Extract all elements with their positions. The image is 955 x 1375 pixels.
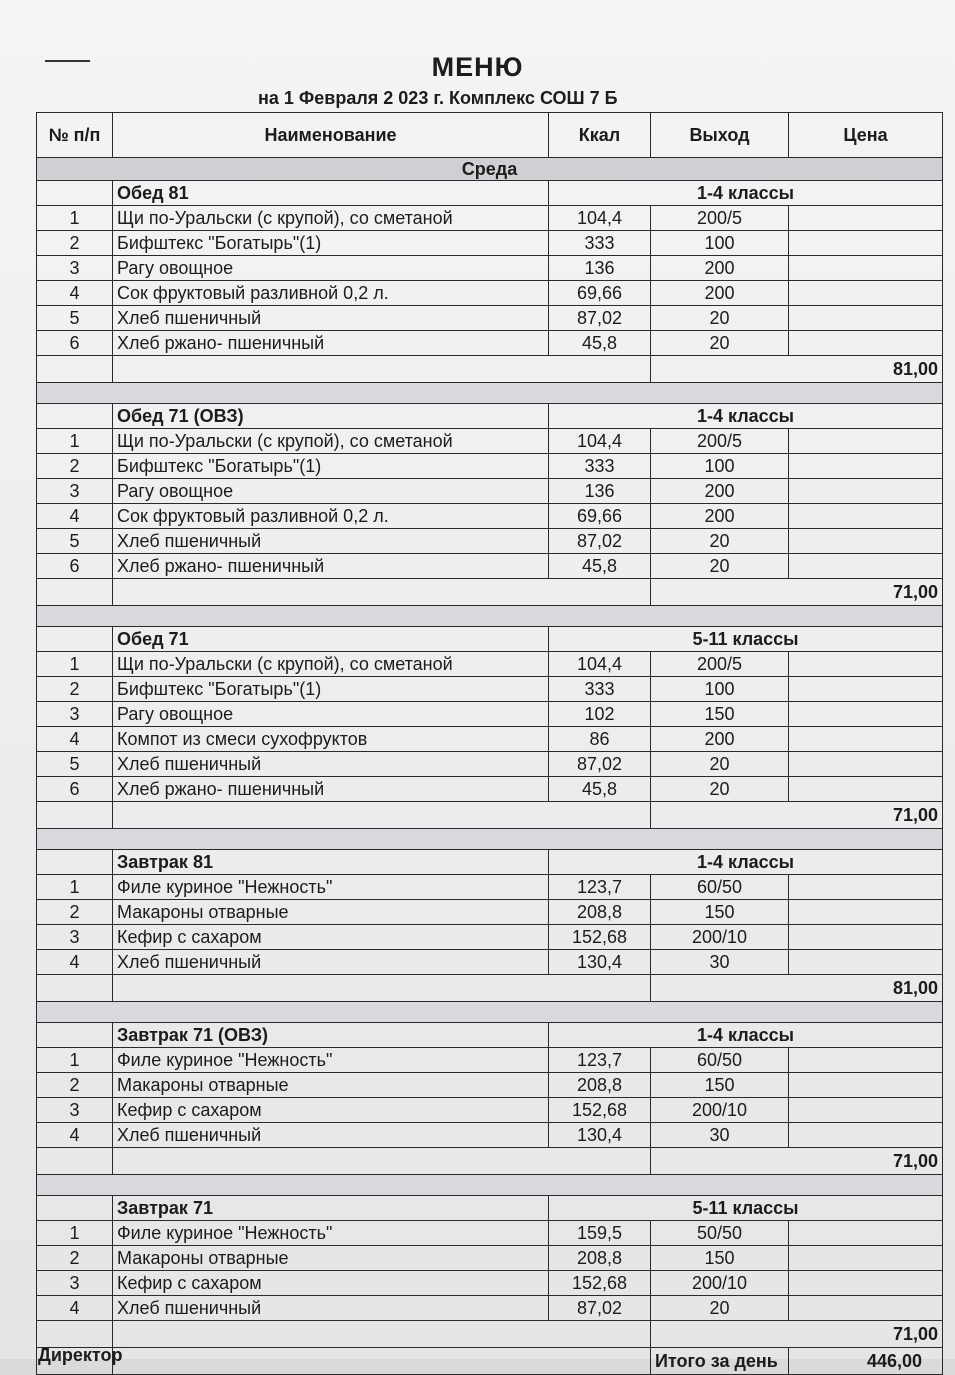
section-header-row <box>37 1023 943 1048</box>
table-row <box>37 256 943 281</box>
section-header-row <box>37 181 943 206</box>
item-kcal: 130,4 <box>549 950 651 975</box>
item-kcal: 123,7 <box>549 1048 651 1073</box>
document-subtitle: на 1 Февраля 2 023 г. Комплекс СОШ 7 Б <box>258 88 618 108</box>
table-row <box>37 306 943 331</box>
item-number: 2 <box>37 231 113 256</box>
table-row <box>37 206 943 231</box>
total-blank-cell <box>113 802 651 829</box>
item-name: Макароны отварные <box>113 900 549 925</box>
table-row <box>37 752 943 777</box>
item-price <box>789 950 943 975</box>
item-number: 4 <box>37 950 113 975</box>
section-total-row <box>37 802 943 829</box>
item-output: 200/5 <box>651 429 789 454</box>
section-total-row <box>37 975 943 1002</box>
section-classes: 5-11 классы <box>549 1196 943 1221</box>
section-total-price: 81,00 <box>651 356 943 383</box>
item-name: Сок фруктовый разливной 0,2 л. <box>113 504 549 529</box>
item-name: Хлеб пшеничный <box>113 752 549 777</box>
section-classes: 5-11 классы <box>549 627 943 652</box>
section-number-cell <box>37 1196 113 1221</box>
item-number: 4 <box>37 281 113 306</box>
item-kcal: 45,8 <box>549 331 651 356</box>
item-name: Хлеб пшеничный <box>113 1123 549 1148</box>
section-number-cell <box>37 850 113 875</box>
item-number: 1 <box>37 429 113 454</box>
table-row <box>37 777 943 802</box>
item-name: Филе куриное "Нежность" <box>113 875 549 900</box>
section-name: Обед 71 (ОВЗ) <box>113 404 549 429</box>
table-row <box>37 429 943 454</box>
item-number: 1 <box>37 1048 113 1073</box>
item-price <box>789 281 943 306</box>
item-kcal: 104,4 <box>549 206 651 231</box>
item-kcal: 86 <box>549 727 651 752</box>
item-name: Хлеб ржано- пшеничный <box>113 331 549 356</box>
item-price <box>789 231 943 256</box>
item-price <box>789 1271 943 1296</box>
item-name: Хлеб пшеничный <box>113 950 549 975</box>
item-number: 3 <box>37 925 113 950</box>
item-output: 20 <box>651 554 789 579</box>
section-total-price: 71,00 <box>651 1148 943 1175</box>
item-output: 20 <box>651 1296 789 1321</box>
item-price <box>789 206 943 231</box>
table-row <box>37 529 943 554</box>
table-row <box>37 1221 943 1246</box>
table-row <box>37 1246 943 1271</box>
item-name: Хлеб ржано- пшеничный <box>113 777 549 802</box>
header-name: Наименование <box>113 113 549 158</box>
day-label: Среда <box>37 158 943 181</box>
table-row <box>37 454 943 479</box>
item-output: 20 <box>651 529 789 554</box>
item-price <box>789 900 943 925</box>
section-total-row <box>37 356 943 383</box>
item-kcal: 104,4 <box>549 429 651 454</box>
item-output: 200 <box>651 479 789 504</box>
item-price <box>789 504 943 529</box>
item-kcal: 333 <box>549 231 651 256</box>
item-name: Хлеб пшеничный <box>113 306 549 331</box>
section-classes: 1-4 классы <box>549 181 943 206</box>
table-row <box>37 281 943 306</box>
item-number: 3 <box>37 1098 113 1123</box>
section-number-cell <box>37 181 113 206</box>
item-output: 150 <box>651 1246 789 1271</box>
item-name: Кефир с сахаром <box>113 925 549 950</box>
item-number: 4 <box>37 1123 113 1148</box>
item-name: Сок фруктовый разливной 0,2 л. <box>113 281 549 306</box>
item-kcal: 333 <box>549 677 651 702</box>
total-number-cell <box>37 356 113 383</box>
menu-table <box>36 112 943 1375</box>
item-name: Рагу овощное <box>113 479 549 504</box>
spacer-cell <box>37 829 943 850</box>
total-number-cell <box>37 1148 113 1175</box>
item-name: Щи по-Уральски (с крупой), со сметаной <box>113 206 549 231</box>
document-title: МЕНЮ <box>431 52 524 82</box>
item-output: 50/50 <box>651 1221 789 1246</box>
item-output: 20 <box>651 306 789 331</box>
section-spacer-row <box>37 829 943 850</box>
table-row <box>37 231 943 256</box>
item-number: 1 <box>37 206 113 231</box>
item-name: Щи по-Уральски (с крупой), со сметаной <box>113 652 549 677</box>
footer-signature-label: Директор <box>38 1345 123 1365</box>
item-price <box>789 554 943 579</box>
item-kcal: 130,4 <box>549 1123 651 1148</box>
item-number: 1 <box>37 1221 113 1246</box>
section-header-row <box>37 1196 943 1221</box>
item-output: 200 <box>651 256 789 281</box>
item-price <box>789 529 943 554</box>
item-name: Рагу овощное <box>113 256 549 281</box>
item-number: 2 <box>37 1073 113 1098</box>
item-output: 200/10 <box>651 1098 789 1123</box>
item-number: 4 <box>37 727 113 752</box>
item-price <box>789 702 943 727</box>
section-spacer-row <box>37 606 943 627</box>
item-number: 1 <box>37 652 113 677</box>
item-name: Бифштекс "Богатырь"(1) <box>113 454 549 479</box>
item-kcal: 104,4 <box>549 652 651 677</box>
spacer-cell <box>37 1002 943 1023</box>
item-output: 60/50 <box>651 875 789 900</box>
item-number: 2 <box>37 1246 113 1271</box>
item-name: Рагу овощное <box>113 702 549 727</box>
section-total-price: 81,00 <box>651 975 943 1002</box>
item-kcal: 333 <box>549 454 651 479</box>
item-output: 150 <box>651 1073 789 1098</box>
section-number-cell <box>37 1023 113 1048</box>
item-name: Филе куриное "Нежность" <box>113 1221 549 1246</box>
table-row <box>37 677 943 702</box>
item-price <box>789 1123 943 1148</box>
section-total-row <box>37 579 943 606</box>
section-total-row <box>37 1148 943 1175</box>
header-price: Цена <box>789 113 943 158</box>
item-kcal: 208,8 <box>549 1073 651 1098</box>
item-number: 3 <box>37 479 113 504</box>
table-row <box>37 900 943 925</box>
section-number-cell <box>37 404 113 429</box>
item-output: 30 <box>651 950 789 975</box>
item-output: 200/10 <box>651 925 789 950</box>
item-kcal: 45,8 <box>549 554 651 579</box>
day-total-row <box>37 1348 943 1375</box>
item-name: Хлеб пшеничный <box>113 1296 549 1321</box>
table-row <box>37 1098 943 1123</box>
item-name: Макароны отварные <box>113 1246 549 1271</box>
table-row <box>37 702 943 727</box>
item-kcal: 136 <box>549 479 651 504</box>
spacer-cell <box>37 1175 943 1196</box>
item-price <box>789 1073 943 1098</box>
section-header-row <box>37 850 943 875</box>
table-row <box>37 950 943 975</box>
section-total-price: 71,00 <box>651 579 943 606</box>
item-kcal: 69,66 <box>549 504 651 529</box>
total-blank-cell <box>113 579 651 606</box>
item-number: 6 <box>37 777 113 802</box>
item-kcal: 102 <box>549 702 651 727</box>
item-kcal: 87,02 <box>549 529 651 554</box>
item-kcal: 45,8 <box>549 777 651 802</box>
item-price <box>789 652 943 677</box>
table-row <box>37 1073 943 1098</box>
item-price <box>789 1098 943 1123</box>
spacer-cell <box>37 383 943 404</box>
item-number: 2 <box>37 454 113 479</box>
item-output: 200/5 <box>651 652 789 677</box>
section-name: Обед 81 <box>113 181 549 206</box>
section-total-price: 71,00 <box>651 1321 943 1348</box>
table-row <box>37 1296 943 1321</box>
table-header-row <box>37 113 943 158</box>
item-output: 200 <box>651 727 789 752</box>
item-price <box>789 752 943 777</box>
table-row <box>37 1123 943 1148</box>
section-header-row <box>37 404 943 429</box>
item-name: Кефир с сахаром <box>113 1098 549 1123</box>
item-price <box>789 479 943 504</box>
item-name: Бифштекс "Богатырь"(1) <box>113 677 549 702</box>
item-name: Бифштекс "Богатырь"(1) <box>113 231 549 256</box>
item-output: 150 <box>651 702 789 727</box>
item-output: 20 <box>651 331 789 356</box>
spacer-cell <box>37 606 943 627</box>
header-number: № п/п <box>37 113 113 158</box>
table-row <box>37 727 943 752</box>
total-blank-cell <box>113 1148 651 1175</box>
item-kcal: 152,68 <box>549 925 651 950</box>
item-number: 3 <box>37 256 113 281</box>
item-name: Кефир с сахаром <box>113 1271 549 1296</box>
item-number: 2 <box>37 677 113 702</box>
item-kcal: 136 <box>549 256 651 281</box>
item-kcal: 123,7 <box>549 875 651 900</box>
total-blank-cell <box>113 975 651 1002</box>
table-row <box>37 331 943 356</box>
section-name: Завтрак 71 <box>113 1196 549 1221</box>
section-number-cell <box>37 627 113 652</box>
section-total-row <box>37 1321 943 1348</box>
item-number: 5 <box>37 529 113 554</box>
item-price <box>789 1221 943 1246</box>
table-row <box>37 652 943 677</box>
item-number: 3 <box>37 1271 113 1296</box>
item-price <box>789 331 943 356</box>
item-kcal: 69,66 <box>549 281 651 306</box>
item-number: 6 <box>37 331 113 356</box>
item-kcal: 152,68 <box>549 1271 651 1296</box>
item-number: 3 <box>37 702 113 727</box>
item-price <box>789 306 943 331</box>
item-kcal: 208,8 <box>549 900 651 925</box>
item-kcal: 87,02 <box>549 1296 651 1321</box>
total-blank-cell <box>113 356 651 383</box>
item-number: 4 <box>37 1296 113 1321</box>
item-number: 2 <box>37 900 113 925</box>
item-output: 200/10 <box>651 1271 789 1296</box>
item-kcal: 152,68 <box>549 1098 651 1123</box>
section-spacer-row <box>37 1002 943 1023</box>
item-output: 100 <box>651 454 789 479</box>
item-output: 200 <box>651 504 789 529</box>
section-name: Завтрак 71 (ОВЗ) <box>113 1023 549 1048</box>
item-price <box>789 677 943 702</box>
item-price <box>789 925 943 950</box>
item-output: 20 <box>651 777 789 802</box>
item-price <box>789 777 943 802</box>
section-total-price: 71,00 <box>651 802 943 829</box>
item-name: Компот из смеси сухофруктов <box>113 727 549 752</box>
item-kcal: 87,02 <box>549 306 651 331</box>
item-price <box>789 1296 943 1321</box>
item-price <box>789 1048 943 1073</box>
table-row <box>37 554 943 579</box>
item-output: 100 <box>651 677 789 702</box>
section-classes: 1-4 классы <box>549 850 943 875</box>
item-price <box>789 256 943 281</box>
item-name: Филе куриное "Нежность" <box>113 1048 549 1073</box>
item-price <box>789 454 943 479</box>
item-output: 200/5 <box>651 206 789 231</box>
table-row <box>37 1048 943 1073</box>
item-output: 150 <box>651 900 789 925</box>
item-name: Щи по-Уральски (с крупой), со сметаной <box>113 429 549 454</box>
item-output: 100 <box>651 231 789 256</box>
item-number: 6 <box>37 554 113 579</box>
item-name: Хлеб ржано- пшеничный <box>113 554 549 579</box>
section-classes: 1-4 классы <box>549 1023 943 1048</box>
day-row <box>37 158 943 181</box>
item-number: 4 <box>37 504 113 529</box>
item-output: 20 <box>651 752 789 777</box>
item-kcal: 159,5 <box>549 1221 651 1246</box>
total-number-cell <box>37 975 113 1002</box>
table-row <box>37 925 943 950</box>
item-price <box>789 429 943 454</box>
item-output: 30 <box>651 1123 789 1148</box>
section-spacer-row <box>37 1175 943 1196</box>
table-row <box>37 1271 943 1296</box>
item-kcal: 87,02 <box>549 752 651 777</box>
table-row <box>37 504 943 529</box>
item-price <box>789 727 943 752</box>
total-number-cell <box>37 1321 113 1348</box>
item-name: Хлеб пшеничный <box>113 529 549 554</box>
table-row <box>37 479 943 504</box>
section-classes: 1-4 классы <box>549 404 943 429</box>
section-header-row <box>37 627 943 652</box>
item-price <box>789 1246 943 1271</box>
header-output: Выход <box>651 113 789 158</box>
section-name: Обед 71 <box>113 627 549 652</box>
total-number-cell <box>37 802 113 829</box>
total-blank-cell <box>113 1321 651 1348</box>
item-kcal: 208,8 <box>549 1246 651 1271</box>
item-number: 5 <box>37 306 113 331</box>
item-number: 1 <box>37 875 113 900</box>
header-kcal: Ккал <box>549 113 651 158</box>
section-name: Завтрак 81 <box>113 850 549 875</box>
item-name: Макароны отварные <box>113 1073 549 1098</box>
total-number-cell <box>37 579 113 606</box>
day-total-value: 446,00 <box>789 1348 943 1375</box>
item-price <box>789 875 943 900</box>
item-output: 200 <box>651 281 789 306</box>
table-row <box>37 875 943 900</box>
item-output: 60/50 <box>651 1048 789 1073</box>
item-number: 5 <box>37 752 113 777</box>
section-spacer-row <box>37 383 943 404</box>
day-total-blank-cell <box>113 1348 651 1375</box>
day-total-label: Итого за день <box>651 1348 789 1375</box>
